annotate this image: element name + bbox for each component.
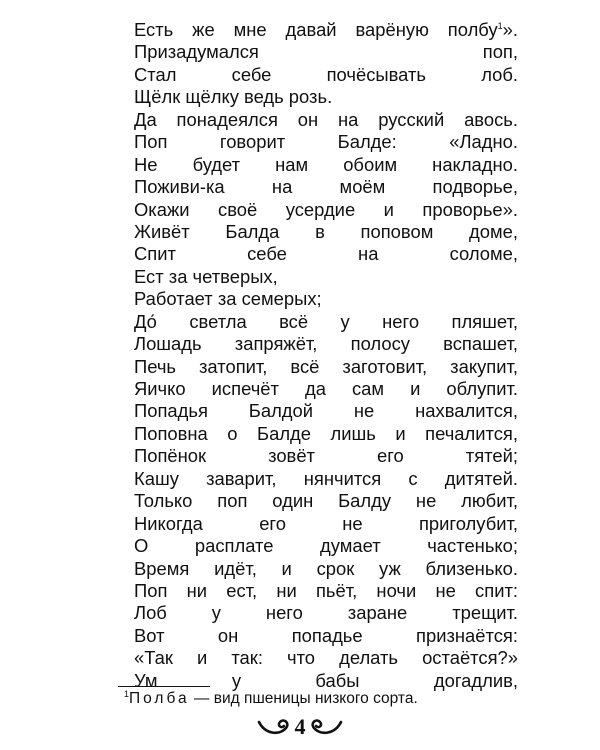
- poem-line-end: ».: [502, 19, 518, 40]
- poem-line-18: Попадья Балдой не нахвалится,: [134, 400, 518, 422]
- poem-line-7: Не будет нам обоим накладно.: [134, 153, 518, 175]
- poem-line-20: Попёнок зовёт его тятей;: [134, 445, 518, 467]
- poem-line-16: Печь затопит, всё заготовит, закупит,: [134, 355, 518, 377]
- poem-line-text: Есть же мне давай варёную полбу: [134, 19, 498, 40]
- poem-line-6: Поп говорит Балде: «Ладно.: [134, 131, 518, 153]
- poem-line-19: Поповна о Балде лишь и печалится,: [134, 422, 518, 444]
- poem-line-26: Поп ни ест, ни пьёт, ночи не спит:: [134, 579, 518, 601]
- poem-line-11: Спит себе на соломе,: [134, 243, 518, 265]
- poem-line-29: «Так и так: что делать остаётся?»: [134, 647, 518, 669]
- poem-line-8: Поживи-ка на моём подворье,: [134, 176, 518, 198]
- poem-line-17: Яичко испечёт да сам и облупит.: [134, 378, 518, 399]
- poem-line-25: Время идёт, и срок уж близенько.: [134, 557, 518, 579]
- footnote-text: — вид пшеницы низкого сорта.: [189, 690, 418, 707]
- poem-line-3: Стал себе почёсывать лоб.: [134, 63, 518, 85]
- poem-line-9: Окажи своё усердие и проворье».: [134, 198, 518, 220]
- poem-line-23: Никогда его не приголубит,: [134, 512, 518, 534]
- poem-line-28: Вот он попадье признаётся:: [134, 624, 518, 646]
- footnote: [124, 690, 520, 708]
- poem-text: [134, 19, 518, 692]
- poem-line-1: [134, 19, 518, 41]
- poem-line-24: О расплате думает частенько;: [134, 535, 518, 557]
- page-number: 4: [294, 714, 306, 739]
- footnote-term: Полба: [129, 690, 190, 707]
- poem-line-30: Ум у бабы догадлив,: [134, 669, 518, 691]
- poem-line-13: Работает за семерых;: [134, 288, 322, 310]
- poem-line-22: Только поп один Балду не любит,: [134, 490, 518, 512]
- footnote-reference: 1: [497, 20, 503, 31]
- poem-line-14: До́ светла всё у него пляшет,: [134, 310, 518, 332]
- poem-line-10: Живёт Балда в поповом доме,: [134, 220, 518, 242]
- page-number-ornament: [255, 712, 345, 742]
- poem-line-4: Щёлк щёлку ведь розь.: [134, 86, 333, 108]
- poem-line-5: Да понадеялся он на русский авось.: [134, 108, 518, 130]
- poem-line-27: Лоб у него заране трещит.: [134, 602, 518, 624]
- footnote-marker: 1: [124, 688, 130, 699]
- poem-line-21: Кашу заварит, нянчится с дитятей.: [134, 467, 518, 489]
- footnote-divider: [118, 686, 210, 687]
- poem-line-2: Призадумался поп,: [134, 41, 518, 63]
- poem-line-12: Ест за четверых,: [134, 265, 278, 287]
- poem-line-15: Лошадь запряжёт, полосу вспашет,: [134, 333, 518, 355]
